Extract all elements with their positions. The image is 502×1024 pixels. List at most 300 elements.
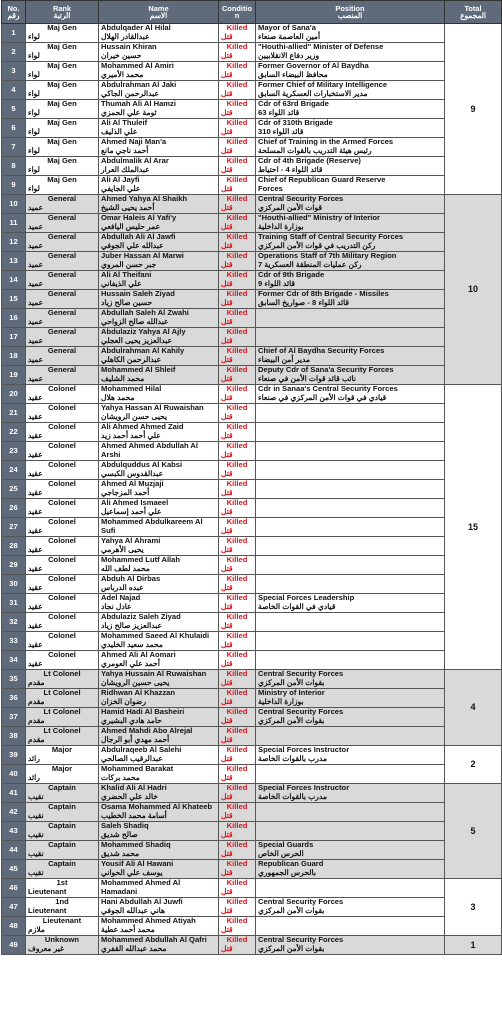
condition-cell xyxy=(219,138,256,157)
rank-cell-ar: نقيب xyxy=(28,811,44,820)
position-cell-en: Training Staff of Central Security Forces xyxy=(258,232,404,242)
condition-cell-ar: قتل xyxy=(221,792,233,801)
rank-cell-en: Lt Colonel xyxy=(43,707,81,717)
row-number: 31 xyxy=(2,594,26,613)
condition-cell-en: Killed xyxy=(226,422,248,432)
name-cell-ar: هاني عبدالله الجوفي xyxy=(101,906,166,915)
name-cell xyxy=(99,43,219,62)
row-number: 23 xyxy=(2,442,26,461)
table-row xyxy=(2,176,502,195)
name-cell xyxy=(99,499,219,518)
condition-cell-ar: قتل xyxy=(221,545,233,554)
name-cell-en: Hani Abdullah Al Juwfi xyxy=(101,897,183,907)
position-cell xyxy=(256,518,445,537)
name-cell xyxy=(99,575,219,594)
position-cell xyxy=(256,613,445,632)
rank-cell-ar: عقيد xyxy=(28,507,43,516)
row-number: 43 xyxy=(2,822,26,841)
condition-cell-ar: قتل xyxy=(221,830,233,839)
condition-cell-ar: قتل xyxy=(221,488,233,497)
rank-cell xyxy=(26,290,99,309)
rank-cell-en: Maj Gen xyxy=(47,42,77,52)
rank-cell xyxy=(26,214,99,233)
position-cell xyxy=(256,651,445,670)
name-cell xyxy=(99,936,219,955)
rank-cell-en: General xyxy=(47,289,77,299)
casualty-table-sheet xyxy=(1,0,501,955)
name-cell-en: Abduh Al Dirbas xyxy=(101,574,161,584)
name-cell-ar: محمد بركات xyxy=(101,773,140,782)
name-cell-ar: محمد عبدالله القفري xyxy=(101,944,167,953)
condition-cell-en: Killed xyxy=(226,916,248,926)
position-cell-en: Special Forces Leadership xyxy=(258,593,355,603)
condition-cell-en: Killed xyxy=(226,764,248,774)
position-cell-en: Former Chief of Military Intelligence xyxy=(258,80,388,90)
row-number: 27 xyxy=(2,518,26,537)
rank-cell-ar: لواء xyxy=(28,51,40,60)
position-cell xyxy=(256,43,445,62)
name-cell-ar: أحمد علي العومري xyxy=(101,659,160,668)
condition-cell-en: Killed xyxy=(226,479,248,489)
rank-cell xyxy=(26,442,99,461)
row-number: 3 xyxy=(2,62,26,81)
rank-cell-ar: مقدم xyxy=(28,678,45,687)
rank-cell xyxy=(26,24,99,43)
condition-cell xyxy=(219,860,256,879)
position-cell-ar: بقوات الأمن المركزي xyxy=(258,716,325,725)
condition-cell-ar: قتل xyxy=(221,811,233,820)
condition-cell-en: Killed xyxy=(226,650,248,660)
position-cell xyxy=(256,803,445,822)
row-number: 8 xyxy=(2,157,26,176)
condition-cell xyxy=(219,24,256,43)
position-cell xyxy=(256,936,445,955)
table-row xyxy=(2,917,502,936)
name-cell-ar: عمر حليس اليافعي xyxy=(101,222,161,231)
condition-cell-ar: قتل xyxy=(221,374,233,383)
name-cell xyxy=(99,651,219,670)
position-cell-ar: Forces xyxy=(258,184,283,193)
condition-cell xyxy=(219,404,256,423)
table-row xyxy=(2,822,502,841)
name-cell-en: Ali Al Jayfi xyxy=(101,175,140,185)
rank-cell-ar: عميد xyxy=(28,355,44,364)
position-cell xyxy=(256,81,445,100)
position-cell-en: Chief of Al Baydha Security Forces xyxy=(258,346,385,356)
condition-cell-ar: قتل xyxy=(221,602,233,611)
rank-cell xyxy=(26,195,99,214)
table-row xyxy=(2,423,502,442)
name-cell-ar: أحمد ناجي مانع xyxy=(101,146,149,155)
position-cell xyxy=(256,195,445,214)
table-row xyxy=(2,290,502,309)
position-cell xyxy=(256,746,445,765)
name-cell-ar: علي أحمد إسماعيل xyxy=(101,507,162,516)
rank-cell xyxy=(26,347,99,366)
name-cell-ar: عبدالقدوس الكبسي xyxy=(101,469,164,478)
name-cell-ar: عبدالرحمن الكاهلي xyxy=(101,355,162,364)
name-cell-ar: أسامة محمد الخطيب xyxy=(101,811,167,820)
position-cell-en: Chief of Training in the Armed Forces xyxy=(258,137,394,147)
condition-cell-ar: قتل xyxy=(221,735,233,744)
position-cell-ar: قائد اللواء 9 xyxy=(258,279,296,288)
condition-cell-ar: قتل xyxy=(221,716,233,725)
name-cell xyxy=(99,271,219,290)
position-cell-ar: قائد اللواء 4 - احتياط xyxy=(258,165,323,174)
position-cell-en: Mayor of Sana'a xyxy=(258,23,316,33)
rank-cell xyxy=(26,936,99,955)
condition-cell xyxy=(219,575,256,594)
condition-cell xyxy=(219,518,256,537)
position-cell xyxy=(256,860,445,879)
rank-cell-en: General xyxy=(47,232,77,242)
table-row xyxy=(2,195,502,214)
condition-cell-ar: قتل xyxy=(221,355,233,364)
position-cell xyxy=(256,119,445,138)
name-cell-ar: أحمد مهدي أبو الرجال xyxy=(101,735,170,744)
rank-cell xyxy=(26,271,99,290)
condition-cell-ar: قتل xyxy=(221,659,233,668)
name-cell xyxy=(99,442,219,461)
rank-cell-ar: عقيد xyxy=(28,602,43,611)
rank-cell-ar: عقيد xyxy=(28,564,43,573)
rank-cell xyxy=(26,632,99,651)
rank-cell xyxy=(26,328,99,347)
table-row xyxy=(2,784,502,803)
rank-cell xyxy=(26,689,99,708)
condition-cell-en: Killed xyxy=(226,821,248,831)
condition-cell-en: Killed xyxy=(226,403,248,413)
name-cell xyxy=(99,62,219,81)
position-cell-en: Republican Guard xyxy=(258,859,324,869)
rank-cell xyxy=(26,822,99,841)
row-number: 5 xyxy=(2,100,26,119)
condition-cell xyxy=(219,252,256,271)
condition-cell-en: Killed xyxy=(226,99,248,109)
table-row xyxy=(2,328,502,347)
condition-cell-en: Killed xyxy=(226,80,248,90)
header-condition-line1: Conditio xyxy=(222,3,252,13)
name-cell-en: Omar Haleis Al Yafi'y xyxy=(101,213,177,223)
condition-cell xyxy=(219,62,256,81)
name-cell-en: Mohammed Al Shleif xyxy=(101,365,176,375)
header-no-ar: رقم xyxy=(7,11,20,20)
position-cell-en: Central Security Forces xyxy=(258,897,344,907)
position-cell-ar: بقوات الأمن المركزي xyxy=(258,678,325,687)
header-rank-ar: الرتبة xyxy=(53,11,71,20)
rank-cell-en: Colonel xyxy=(48,593,76,603)
table-row xyxy=(2,632,502,651)
rank-cell xyxy=(26,575,99,594)
name-cell-ar: محمد هلال xyxy=(101,393,135,402)
rank-cell-en: Major xyxy=(51,745,73,755)
group-total: 2 xyxy=(445,746,502,784)
condition-cell-en: Killed xyxy=(226,346,248,356)
rank-cell-ar: عميد xyxy=(28,317,44,326)
header-rank-en: Rank xyxy=(52,3,72,13)
name-cell-ar: عبدالملك العرار xyxy=(101,165,150,174)
condition-cell-ar: قتل xyxy=(221,222,233,231)
row-number: 2 xyxy=(2,43,26,62)
name-cell-en: Mohammed Saeed Al Khulaidi xyxy=(101,631,210,641)
name-cell-ar: عبدالعزيز صالح زياد xyxy=(101,621,163,630)
condition-cell xyxy=(219,537,256,556)
name-cell-ar: رضوان الخزان xyxy=(101,697,147,706)
rank-cell-ar: غير معروف xyxy=(28,944,65,953)
name-cell xyxy=(99,233,219,252)
row-number: 28 xyxy=(2,537,26,556)
position-cell xyxy=(256,480,445,499)
name-cell-en: Ahmed Ali Al Aomari xyxy=(101,650,176,660)
position-cell xyxy=(256,575,445,594)
row-number: 35 xyxy=(2,670,26,689)
condition-cell-en: Killed xyxy=(226,289,248,299)
row-number: 33 xyxy=(2,632,26,651)
condition-cell xyxy=(219,746,256,765)
table-row xyxy=(2,898,502,917)
rank-cell-ar: عميد xyxy=(28,222,44,231)
condition-cell-en: Killed xyxy=(226,859,248,869)
rank-cell-en: Colonel xyxy=(48,498,76,508)
condition-cell-en: Killed xyxy=(226,384,248,394)
rank-cell-ar: عقيد xyxy=(28,450,43,459)
condition-cell-en: Killed xyxy=(226,42,248,52)
name-cell-ar: محمد شديق xyxy=(101,849,140,858)
position-cell-en: Cdr in Sanaa's Central Security Forces xyxy=(258,384,398,394)
rank-cell-en: Captain xyxy=(48,802,76,812)
position-cell xyxy=(256,556,445,575)
name-cell xyxy=(99,784,219,803)
rank-cell xyxy=(26,746,99,765)
condition-cell-ar: قتل xyxy=(221,849,233,858)
condition-cell xyxy=(219,594,256,613)
rank-cell-en: Colonel xyxy=(48,536,76,546)
name-cell-ar: عبدالرحمن الجاكي xyxy=(101,89,159,98)
row-number: 29 xyxy=(2,556,26,575)
name-cell-en: Mohammed Lutf Allah xyxy=(101,555,181,565)
table-row xyxy=(2,461,502,480)
condition-cell-en: Killed xyxy=(226,669,248,679)
row-number: 39 xyxy=(2,746,26,765)
rank-cell-ar: لواء xyxy=(28,89,40,98)
row-number: 49 xyxy=(2,936,26,955)
rank-cell-en: Colonel xyxy=(48,631,76,641)
condition-cell-en: Killed xyxy=(226,327,248,337)
rank-cell-ar: لواء xyxy=(28,165,40,174)
rank-cell-en: Colonel xyxy=(48,460,76,470)
rank-cell-ar: لواء xyxy=(28,146,40,155)
rank-cell-en: Captain xyxy=(48,783,76,793)
rank-cell-ar: عميد xyxy=(28,241,44,250)
name-cell-en: Juber Hassan Al Marwi xyxy=(101,251,184,261)
position-cell xyxy=(256,727,445,746)
name-cell-en: Saleh Shadiq xyxy=(101,821,149,831)
condition-cell-ar: قتل xyxy=(221,621,233,630)
position-cell-en: "Houthi-allied" Ministry of Interior xyxy=(258,213,380,223)
position-cell-en: "Houthi-allied" Minister of Defense xyxy=(258,42,384,52)
rank-cell-ar: ملازم xyxy=(28,925,45,934)
condition-cell xyxy=(219,613,256,632)
name-cell-en: Abdulqader Al Hilal xyxy=(101,23,171,33)
position-cell-ar: قيادي في القوات الخاصة xyxy=(258,602,336,611)
header-row xyxy=(2,1,502,24)
condition-cell-en: Killed xyxy=(226,726,248,736)
name-cell xyxy=(99,746,219,765)
condition-cell-en: Killed xyxy=(226,175,248,185)
name-cell xyxy=(99,898,219,917)
condition-cell-ar: قتل xyxy=(221,51,233,60)
condition-cell xyxy=(219,423,256,442)
position-cell-en: Central Security Forces xyxy=(258,194,344,204)
condition-cell xyxy=(219,233,256,252)
row-number: 9 xyxy=(2,176,26,195)
name-cell-en: Ridhwan Al Khazzan xyxy=(101,688,175,698)
name-cell xyxy=(99,765,219,784)
condition-cell-ar: قتل xyxy=(221,526,233,535)
position-cell-en: Former Cdr of 8th Brigade - Missiles xyxy=(258,289,389,299)
condition-cell xyxy=(219,784,256,803)
table-row xyxy=(2,43,502,62)
rank-cell xyxy=(26,651,99,670)
table-row xyxy=(2,613,502,632)
row-number: 22 xyxy=(2,423,26,442)
condition-cell-en: Killed xyxy=(226,935,248,945)
name-cell xyxy=(99,176,219,195)
rank-cell-ar: عقيد xyxy=(28,526,43,535)
condition-cell-ar: قتل xyxy=(221,583,233,592)
condition-cell-en: Killed xyxy=(226,878,248,888)
position-cell xyxy=(256,100,445,119)
table-row xyxy=(2,214,502,233)
position-cell xyxy=(256,62,445,81)
row-number: 10 xyxy=(2,195,26,214)
row-number: 4 xyxy=(2,81,26,100)
name-cell-ar: يحيى الأهرمي xyxy=(101,545,144,554)
row-number: 38 xyxy=(2,727,26,746)
name-cell xyxy=(99,328,219,347)
name-cell xyxy=(99,157,219,176)
name-cell-en: Hussain Saleh Ziyad xyxy=(101,289,175,299)
rank-cell-ar: عميد xyxy=(28,298,44,307)
name-cell-en: Hamid Hadi Al Basheiri xyxy=(101,707,185,717)
condition-cell-ar: قتل xyxy=(221,678,233,687)
name-cell xyxy=(99,81,219,100)
rank-cell xyxy=(26,784,99,803)
condition-cell-en: Killed xyxy=(226,194,248,204)
header-rank xyxy=(26,1,99,24)
name-cell-ar: يوسف علي الحواني xyxy=(101,868,163,877)
rank-cell-en: Captain xyxy=(48,859,76,869)
rank-cell xyxy=(26,385,99,404)
rank-cell-ar: عقيد xyxy=(28,431,43,440)
condition-cell xyxy=(219,803,256,822)
rank-cell-en: Colonel xyxy=(48,441,76,451)
name-cell-en: Yousif Ali Al Hawani xyxy=(101,859,174,869)
position-cell xyxy=(256,423,445,442)
position-cell xyxy=(256,233,445,252)
position-cell xyxy=(256,385,445,404)
rank-cell-en: Lt Colonel xyxy=(43,726,81,736)
row-number: 41 xyxy=(2,784,26,803)
condition-cell-en: Killed xyxy=(226,213,248,223)
condition-cell-ar: قتل xyxy=(221,431,233,440)
row-number: 32 xyxy=(2,613,26,632)
name-cell-ar: عبدالله صالح الزواحي xyxy=(101,317,169,326)
condition-cell xyxy=(219,309,256,328)
condition-cell xyxy=(219,727,256,746)
name-cell xyxy=(99,423,219,442)
table-row xyxy=(2,119,502,138)
row-number: 12 xyxy=(2,233,26,252)
rank-cell xyxy=(26,480,99,499)
position-cell-ar: الحرس الخاص xyxy=(258,849,304,858)
position-cell xyxy=(256,271,445,290)
table-row xyxy=(2,499,502,518)
row-number: 6 xyxy=(2,119,26,138)
condition-cell-ar: قتل xyxy=(221,336,233,345)
position-cell xyxy=(256,898,445,917)
condition-cell-ar: قتل xyxy=(221,184,233,193)
rank-cell-en: General xyxy=(47,251,77,261)
rank-cell xyxy=(26,537,99,556)
row-number: 24 xyxy=(2,461,26,480)
condition-cell xyxy=(219,499,256,518)
name-cell-en: Adel Najad xyxy=(101,593,141,603)
name-cell-ar: صالح شديق xyxy=(101,830,138,839)
condition-cell-ar: قتل xyxy=(221,868,233,877)
header-total-en: Total xyxy=(464,3,482,13)
rank-cell-en: General xyxy=(47,213,77,223)
rank-cell-ar: مقدم xyxy=(28,716,45,725)
rank-cell xyxy=(26,708,99,727)
table-row xyxy=(2,936,502,955)
header-condition-line2: n xyxy=(234,11,240,20)
rank-cell-ar: لواء xyxy=(28,127,40,136)
condition-cell-en: Killed xyxy=(226,631,248,641)
rank-cell-ar: عميد xyxy=(28,279,44,288)
name-cell-ar: علي الذيفاني xyxy=(101,279,142,288)
rank-cell xyxy=(26,233,99,252)
position-cell xyxy=(256,309,445,328)
table-row xyxy=(2,233,502,252)
rank-cell xyxy=(26,366,99,385)
position-cell-ar: محافظ البيضاء السابق xyxy=(258,70,328,79)
condition-cell-en: Killed xyxy=(226,707,248,717)
rank-cell-en: Colonel xyxy=(48,650,76,660)
position-cell-en: Cdr of 4th Brigade (Reserve) xyxy=(258,156,361,166)
position-cell xyxy=(256,499,445,518)
position-cell xyxy=(256,594,445,613)
name-cell-en: Abdulaziz Yahya Al Ajly xyxy=(101,327,186,337)
name-cell-en: Ali Ahmed Ahmed Zaid xyxy=(101,422,184,432)
name-cell-en: Mohammed Ahmed Atiyah xyxy=(101,916,196,926)
name-cell-en: Abdulmalik Al Arar xyxy=(101,156,169,166)
row-number: 34 xyxy=(2,651,26,670)
name-cell-en: Yahya Al Ahrami xyxy=(101,536,161,546)
table-row xyxy=(2,575,502,594)
rank-cell-ar: عقيد xyxy=(28,545,43,554)
rank-cell-en: Maj Gen xyxy=(47,137,77,147)
header-total-ar: المجموع xyxy=(460,11,486,20)
position-cell xyxy=(256,879,445,898)
condition-cell-en: Killed xyxy=(226,802,248,812)
position-cell xyxy=(256,176,445,195)
condition-cell-ar: قتل xyxy=(221,887,233,896)
name-cell-ar: جبر حسن المروي xyxy=(101,260,157,269)
name-cell-en: Mohammed Abdulkareem Al xyxy=(101,517,203,527)
position-cell-ar: مدرب بالقوات الخاصة xyxy=(258,754,328,763)
group-total: 15 xyxy=(445,385,502,670)
